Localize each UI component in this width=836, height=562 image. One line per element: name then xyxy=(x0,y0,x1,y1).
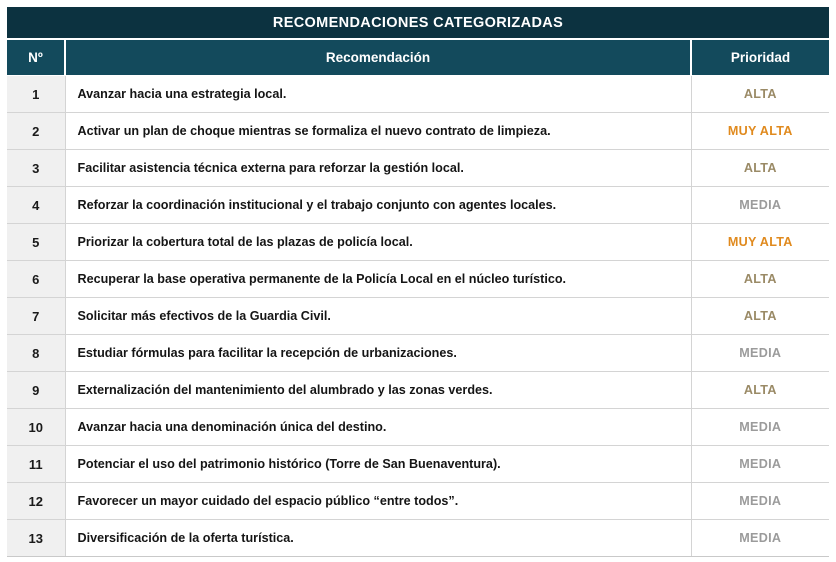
recommendations-table-container xyxy=(7,7,829,557)
priority-badge: ALTA xyxy=(691,372,829,409)
row-number-cell: 4 xyxy=(7,187,65,224)
recommendation-text-cell: Diversificación de la oferta turística. xyxy=(65,520,691,557)
priority-badge: MUY ALTA xyxy=(691,113,829,150)
row-number-cell: 10 xyxy=(7,409,65,446)
table-row[interactable] xyxy=(7,113,829,150)
recommendation-text-cell: Avanzar hacia una estrategia local. xyxy=(65,76,691,113)
recommendation-text-cell: Facilitar asistencia técnica externa para reforzar la gestión local. xyxy=(65,150,691,187)
recommendation-text-cell: Potenciar el uso del patrimonio histórico (Torre de San Buenaventura). xyxy=(65,446,691,483)
row-number-cell: 12 xyxy=(7,483,65,520)
row-number-cell: 13 xyxy=(7,520,65,557)
table-row[interactable] xyxy=(7,446,829,483)
priority-badge: MEDIA xyxy=(691,187,829,224)
recommendation-text-cell: Priorizar la cobertura total de las plazas de policía local. xyxy=(65,224,691,261)
row-number-cell: 5 xyxy=(7,224,65,261)
recommendation-text-cell: Estudiar fórmulas para facilitar la recepción de urbanizaciones. xyxy=(65,335,691,372)
table-body xyxy=(7,76,829,557)
priority-badge: ALTA xyxy=(691,261,829,298)
recommendation-text-cell: Favorecer un mayor cuidado del espacio público “entre todos”. xyxy=(65,483,691,520)
table-row[interactable] xyxy=(7,150,829,187)
recommendation-text-cell: Avanzar hacia una denominación única del destino. xyxy=(65,409,691,446)
priority-badge: MEDIA xyxy=(691,520,829,557)
table-row[interactable] xyxy=(7,409,829,446)
table-row[interactable] xyxy=(7,335,829,372)
recommendation-text-cell: Activar un plan de choque mientras se formaliza el nuevo contrato de limpieza. xyxy=(65,113,691,150)
column-header-recommendation: Recomendación xyxy=(65,39,691,76)
recommendation-text-cell: Solicitar más efectivos de la Guardia Civil. xyxy=(65,298,691,335)
row-number-cell: 9 xyxy=(7,372,65,409)
column-header-number: Nº xyxy=(7,39,65,76)
row-number-cell: 8 xyxy=(7,335,65,372)
priority-badge: ALTA xyxy=(691,76,829,113)
row-number-cell: 7 xyxy=(7,298,65,335)
table-row[interactable] xyxy=(7,224,829,261)
recommendations-table xyxy=(7,7,829,557)
table-title: RECOMENDACIONES CATEGORIZADAS xyxy=(7,7,829,39)
table-title-row xyxy=(7,7,829,39)
column-header-priority: Prioridad xyxy=(691,39,829,76)
priority-badge: MEDIA xyxy=(691,446,829,483)
recommendation-text-cell: Reforzar la coordinación institucional y el trabajo conjunto con agentes locales. xyxy=(65,187,691,224)
row-number-cell: 2 xyxy=(7,113,65,150)
table-row[interactable] xyxy=(7,372,829,409)
row-number-cell: 11 xyxy=(7,446,65,483)
table-column-header-row xyxy=(7,39,829,76)
table-row[interactable] xyxy=(7,520,829,557)
priority-badge: ALTA xyxy=(691,298,829,335)
row-number-cell: 6 xyxy=(7,261,65,298)
priority-badge: MUY ALTA xyxy=(691,224,829,261)
row-number-cell: 1 xyxy=(7,76,65,113)
table-row[interactable] xyxy=(7,483,829,520)
priority-badge: MEDIA xyxy=(691,335,829,372)
table-row[interactable] xyxy=(7,261,829,298)
table-row[interactable] xyxy=(7,298,829,335)
priority-badge: MEDIA xyxy=(691,409,829,446)
priority-badge: ALTA xyxy=(691,150,829,187)
table-header xyxy=(7,7,829,76)
table-row[interactable] xyxy=(7,76,829,113)
recommendation-text-cell: Externalización del mantenimiento del alumbrado y las zonas verdes. xyxy=(65,372,691,409)
recommendation-text-cell: Recuperar la base operativa permanente de la Policía Local en el núcleo turístico. xyxy=(65,261,691,298)
priority-badge: MEDIA xyxy=(691,483,829,520)
table-row[interactable] xyxy=(7,187,829,224)
row-number-cell: 3 xyxy=(7,150,65,187)
